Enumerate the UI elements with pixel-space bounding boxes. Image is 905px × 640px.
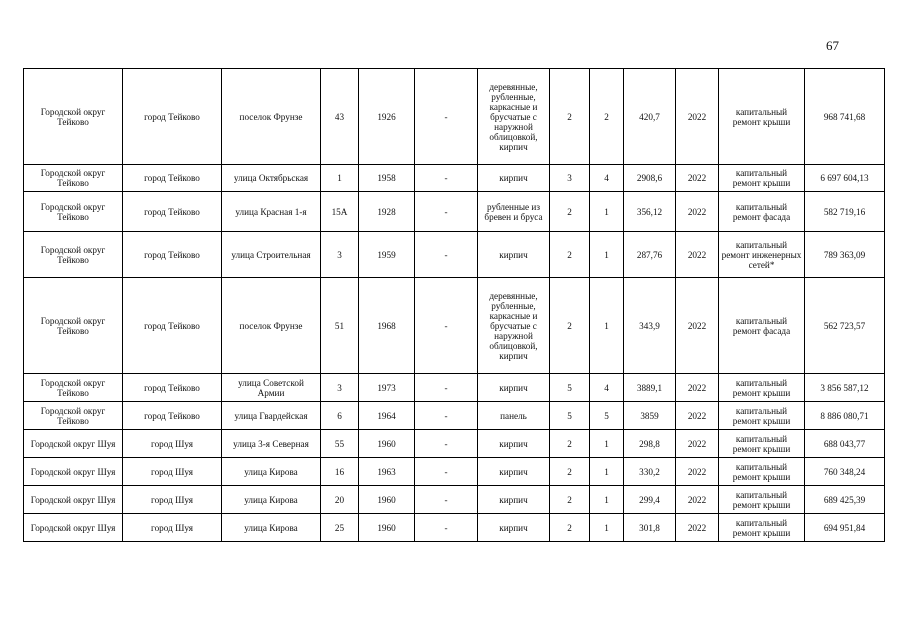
entrances-cell: 4 — [590, 165, 624, 192]
wall-material-cell: кирпич — [478, 165, 550, 192]
entrances-cell: 1 — [590, 192, 624, 232]
floors-cell: 2 — [550, 430, 590, 458]
area-cell: 343,9 — [624, 278, 676, 374]
house-number-cell: 15А — [321, 192, 359, 232]
floors-cell: 2 — [550, 69, 590, 165]
cost-cell: 688 043,77 — [805, 430, 885, 458]
cost-cell: 760 348,24 — [805, 458, 885, 486]
district-cell: Городской округ Шуя — [24, 458, 123, 486]
year-reconstructed-cell: - — [415, 69, 478, 165]
plan-year-cell: 2022 — [676, 69, 719, 165]
city-cell: город Шуя — [123, 514, 222, 542]
year-built-cell: 1926 — [359, 69, 415, 165]
cost-cell: 3 856 587,12 — [805, 374, 885, 402]
year-built-cell: 1928 — [359, 192, 415, 232]
table-row — [24, 430, 885, 458]
street-cell: улица 3-я Северная — [222, 430, 321, 458]
house-number-cell: 55 — [321, 430, 359, 458]
house-number-cell: 1 — [321, 165, 359, 192]
entrances-cell: 1 — [590, 514, 624, 542]
district-cell: Городской округ Тейково — [24, 192, 123, 232]
floors-cell: 5 — [550, 402, 590, 430]
area-cell: 299,4 — [624, 486, 676, 514]
floors-cell: 2 — [550, 278, 590, 374]
house-number-cell: 51 — [321, 278, 359, 374]
wall-material-cell: рубленные из бревен и бруса — [478, 192, 550, 232]
wall-material-cell: деревянные, рубленные, каркасные и брусчатые с наружной облицовкой, кирпич — [478, 69, 550, 165]
street-cell: улица Гвардейская — [222, 402, 321, 430]
table-row — [24, 69, 885, 165]
house-number-cell: 3 — [321, 232, 359, 278]
street-cell: улица Кирова — [222, 486, 321, 514]
district-cell: Городской округ Тейково — [24, 278, 123, 374]
wall-material-cell: кирпич — [478, 430, 550, 458]
area-cell: 3859 — [624, 402, 676, 430]
wall-material-cell: панель — [478, 402, 550, 430]
floors-cell: 2 — [550, 232, 590, 278]
table-row — [24, 278, 885, 374]
floors-cell: 2 — [550, 192, 590, 232]
area-cell: 420,7 — [624, 69, 676, 165]
district-cell: Городской округ Тейково — [24, 69, 123, 165]
work-type-cell: капитальный ремонт крыши — [719, 374, 805, 402]
work-type-cell: капитальный ремонт фасада — [719, 278, 805, 374]
year-reconstructed-cell: - — [415, 458, 478, 486]
wall-material-cell: кирпич — [478, 486, 550, 514]
year-reconstructed-cell: - — [415, 192, 478, 232]
entrances-cell: 4 — [590, 374, 624, 402]
house-number-cell: 25 — [321, 514, 359, 542]
year-built-cell: 1963 — [359, 458, 415, 486]
cost-cell: 8 886 080,71 — [805, 402, 885, 430]
cost-cell: 689 425,39 — [805, 486, 885, 514]
wall-material-cell: кирпич — [478, 232, 550, 278]
work-type-cell: капитальный ремонт крыши — [719, 165, 805, 192]
year-built-cell: 1964 — [359, 402, 415, 430]
district-cell: Городской округ Тейково — [24, 232, 123, 278]
cost-cell: 968 741,68 — [805, 69, 885, 165]
year-built-cell: 1960 — [359, 430, 415, 458]
house-number-cell: 20 — [321, 486, 359, 514]
district-cell: Городской округ Шуя — [24, 430, 123, 458]
year-reconstructed-cell: - — [415, 486, 478, 514]
table-row — [24, 192, 885, 232]
area-cell: 356,12 — [624, 192, 676, 232]
plan-year-cell: 2022 — [676, 165, 719, 192]
floors-cell: 3 — [550, 165, 590, 192]
city-cell: город Тейково — [123, 278, 222, 374]
table-row — [24, 458, 885, 486]
table-row — [24, 374, 885, 402]
table-row — [24, 514, 885, 542]
area-cell: 298,8 — [624, 430, 676, 458]
wall-material-cell: кирпич — [478, 374, 550, 402]
cost-cell: 6 697 604,13 — [805, 165, 885, 192]
area-cell: 287,76 — [624, 232, 676, 278]
year-reconstructed-cell: - — [415, 402, 478, 430]
work-type-cell: капитальный ремонт крыши — [719, 514, 805, 542]
district-cell: Городской округ Тейково — [24, 165, 123, 192]
table-row — [24, 486, 885, 514]
entrances-cell: 1 — [590, 278, 624, 374]
floors-cell: 2 — [550, 514, 590, 542]
house-number-cell: 3 — [321, 374, 359, 402]
plan-year-cell: 2022 — [676, 430, 719, 458]
area-cell: 330,2 — [624, 458, 676, 486]
year-built-cell: 1973 — [359, 374, 415, 402]
city-cell: город Тейково — [123, 69, 222, 165]
plan-year-cell: 2022 — [676, 278, 719, 374]
plan-year-cell: 2022 — [676, 514, 719, 542]
house-number-cell: 16 — [321, 458, 359, 486]
plan-year-cell: 2022 — [676, 402, 719, 430]
city-cell: город Шуя — [123, 486, 222, 514]
year-reconstructed-cell: - — [415, 374, 478, 402]
floors-cell: 2 — [550, 458, 590, 486]
street-cell: улица Кирова — [222, 514, 321, 542]
city-cell: город Шуя — [123, 458, 222, 486]
city-cell: город Тейково — [123, 374, 222, 402]
street-cell: поселок Фрунзе — [222, 69, 321, 165]
floors-cell: 2 — [550, 486, 590, 514]
year-built-cell: 1960 — [359, 514, 415, 542]
district-cell: Городской округ Шуя — [24, 514, 123, 542]
street-cell: улица Октябрьская — [222, 165, 321, 192]
wall-material-cell: кирпич — [478, 458, 550, 486]
year-built-cell: 1960 — [359, 486, 415, 514]
repair-program-table — [23, 68, 885, 542]
entrances-cell: 1 — [590, 430, 624, 458]
house-number-cell: 43 — [321, 69, 359, 165]
plan-year-cell: 2022 — [676, 232, 719, 278]
work-type-cell: капитальный ремонт инженерных сетей* — [719, 232, 805, 278]
house-number-cell: 6 — [321, 402, 359, 430]
entrances-cell: 2 — [590, 69, 624, 165]
entrances-cell: 5 — [590, 402, 624, 430]
area-cell: 301,8 — [624, 514, 676, 542]
table-row — [24, 165, 885, 192]
year-built-cell: 1968 — [359, 278, 415, 374]
district-cell: Городской округ Шуя — [24, 486, 123, 514]
year-reconstructed-cell: - — [415, 514, 478, 542]
plan-year-cell: 2022 — [676, 458, 719, 486]
district-cell: Городской округ Тейково — [24, 402, 123, 430]
year-built-cell: 1958 — [359, 165, 415, 192]
table-row — [24, 402, 885, 430]
city-cell: город Шуя — [123, 430, 222, 458]
wall-material-cell: деревянные, рубленные, каркасные и брусчатые с наружной облицовкой, кирпич — [478, 278, 550, 374]
work-type-cell: капитальный ремонт крыши — [719, 458, 805, 486]
year-built-cell: 1959 — [359, 232, 415, 278]
cost-cell: 694 951,84 — [805, 514, 885, 542]
work-type-cell: капитальный ремонт крыши — [719, 69, 805, 165]
district-cell: Городской округ Тейково — [24, 374, 123, 402]
floors-cell: 5 — [550, 374, 590, 402]
area-cell: 2908,6 — [624, 165, 676, 192]
city-cell: город Тейково — [123, 402, 222, 430]
wall-material-cell: кирпич — [478, 514, 550, 542]
cost-cell: 582 719,16 — [805, 192, 885, 232]
city-cell: город Тейково — [123, 165, 222, 192]
street-cell: улица Строительная — [222, 232, 321, 278]
city-cell: город Тейково — [123, 192, 222, 232]
work-type-cell: капитальный ремонт крыши — [719, 430, 805, 458]
plan-year-cell: 2022 — [676, 486, 719, 514]
street-cell: улица Красная 1-я — [222, 192, 321, 232]
year-reconstructed-cell: - — [415, 165, 478, 192]
street-cell: поселок Фрунзе — [222, 278, 321, 374]
street-cell: улица Кирова — [222, 458, 321, 486]
page-number: 67 — [826, 38, 839, 53]
work-type-cell: капитальный ремонт фасада — [719, 192, 805, 232]
entrances-cell: 1 — [590, 486, 624, 514]
cost-cell: 562 723,57 — [805, 278, 885, 374]
year-reconstructed-cell: - — [415, 232, 478, 278]
work-type-cell: капитальный ремонт крыши — [719, 402, 805, 430]
entrances-cell: 1 — [590, 232, 624, 278]
plan-year-cell: 2022 — [676, 192, 719, 232]
year-reconstructed-cell: - — [415, 430, 478, 458]
table-row — [24, 232, 885, 278]
street-cell: улица Советской Армии — [222, 374, 321, 402]
plan-year-cell: 2022 — [676, 374, 719, 402]
city-cell: город Тейково — [123, 232, 222, 278]
entrances-cell: 1 — [590, 458, 624, 486]
work-type-cell: капитальный ремонт крыши — [719, 486, 805, 514]
area-cell: 3889,1 — [624, 374, 676, 402]
cost-cell: 789 363,09 — [805, 232, 885, 278]
year-reconstructed-cell: - — [415, 278, 478, 374]
